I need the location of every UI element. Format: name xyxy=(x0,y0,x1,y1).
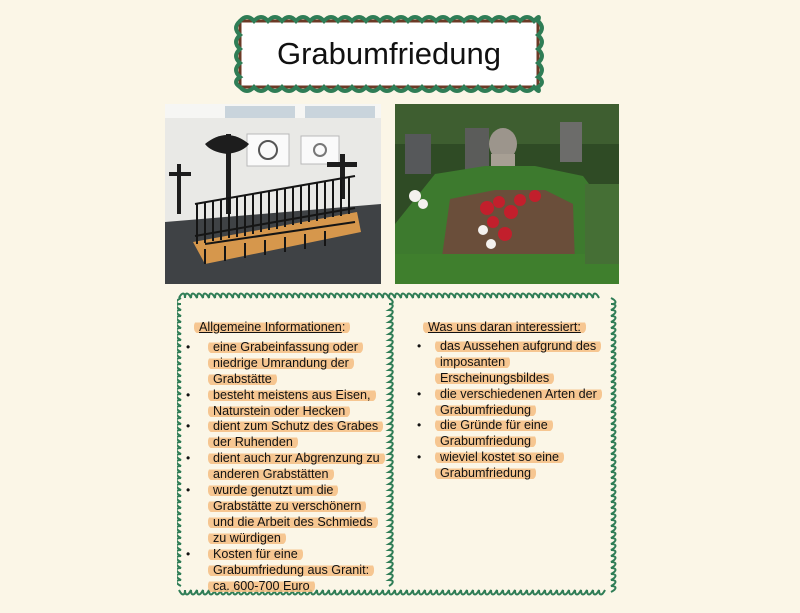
list-item: • wurde genutzt um die Grabstätte zu verschönern und die Arbeit des Schmieds zu würdigen xyxy=(184,483,384,547)
title-frame xyxy=(234,14,544,94)
list-item: • die verschiedenen Arten der Grabumfriedung xyxy=(409,387,599,419)
list-item: • eine Grabeinfassung oder niedrige Umrandung der Grabstätte xyxy=(184,340,384,388)
list-item: • die Gründe für eine Grabumfriedung xyxy=(409,418,599,450)
interest-heading: Was uns daran interessiert: xyxy=(423,320,586,336)
list-item: • dient zum Schutz des Grabes der Ruhenden xyxy=(184,419,384,451)
general-info-list xyxy=(184,340,384,595)
list-item: • das Aussehen aufgrund des imposanten Erscheinungsbildes xyxy=(409,339,599,387)
list-item: • dient auch zur Abgrenzung zu anderen Grabstätten xyxy=(184,451,384,483)
list-item: • besteht meistens aus Eisen, Naturstein oder Hecken xyxy=(184,388,384,420)
general-info-heading: Allgemeine Informationen: xyxy=(194,320,350,336)
info-frame xyxy=(177,292,617,597)
page-title: Grabumfriedung xyxy=(276,36,501,71)
general-info-column xyxy=(184,320,384,594)
list-item: • wieviel kostet so eine Grabumfriedung xyxy=(409,450,599,482)
hedge-grave-enclosure-photo xyxy=(395,104,619,284)
list-item: • Kosten für eine Grabumfriedung aus Granit: ca. 600-700 Euro xyxy=(184,547,384,595)
iron-grave-fence-photo xyxy=(165,104,381,284)
interest-list xyxy=(409,339,599,482)
interest-column xyxy=(409,320,599,482)
